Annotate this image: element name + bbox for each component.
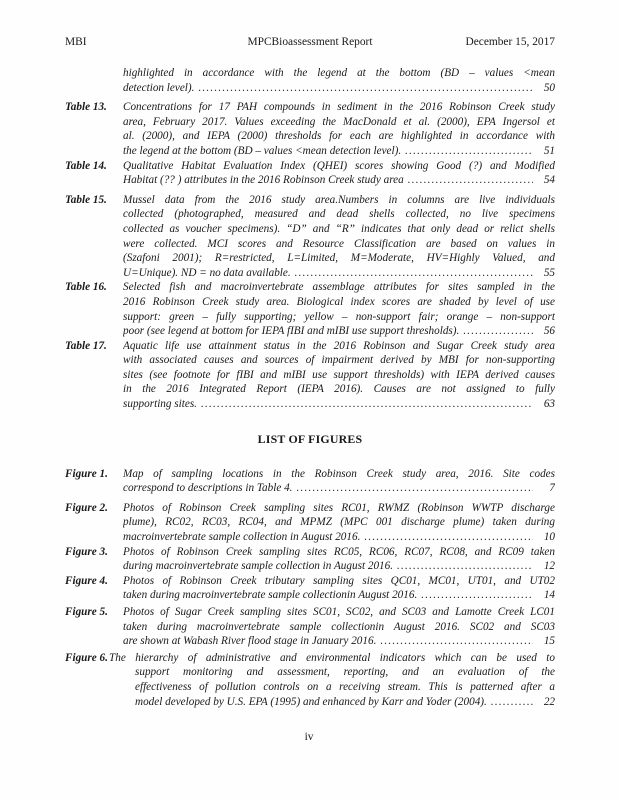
toc-entry-last-line — [123, 173, 555, 188]
toc-entry-page-number: 7 — [549, 482, 555, 495]
toc-entry-text: during macroinvertebrate sample collection in August 2016. — [123, 560, 394, 573]
toc-entry-text: detection level). — [123, 81, 195, 94]
toc-entry-page-number: 10 — [543, 531, 555, 544]
toc-entry-label: Figure 2. — [65, 501, 108, 514]
header-organization: MBI — [65, 36, 87, 48]
toc-entry-last-line — [123, 481, 555, 496]
toc-entry-text-line: Photos of Robinson Creek sampling sites RC01, RWMZ (Robinson WWTP discharge — [123, 501, 555, 514]
toc-entry-last-line — [123, 266, 555, 281]
header-date: December 15, 2017 — [465, 36, 555, 48]
toc-entry-label: Figure 3. — [65, 545, 108, 558]
toc-entry-label: Table 13. — [65, 101, 107, 114]
toc-entry-figure-4 — [65, 574, 555, 603]
toc-entry-text: correspond to descriptions in Table 4. — [123, 482, 293, 495]
dot-leader — [364, 530, 533, 545]
toc-entry-continuation — [65, 66, 555, 95]
toc-entry-label: Figure 6. — [65, 651, 108, 664]
toc-entry-figure-1 — [65, 467, 555, 496]
toc-entry-table-17 — [65, 339, 555, 412]
toc-entry-page-number: 12 — [543, 560, 555, 573]
dot-leader — [463, 324, 533, 339]
toc-entry-text-line: collected (photographed, measured and dead shells collected, no live specimens — [123, 208, 555, 221]
dot-leader — [198, 81, 533, 96]
dot-leader — [491, 695, 533, 710]
toc-entry-last-line — [123, 397, 555, 412]
toc-entry-text-line: support monitoring and assessment, reporting, and an evaluation of the — [135, 666, 555, 679]
toc-entry-figure-6 — [65, 651, 555, 709]
toc-entry-text-line: (Szafoni 2001); R=restricted, L=Limited, M=Moderate, HV=Highly Valued, and — [123, 252, 555, 265]
toc-entry-text-line: with associated causes and sources of impairment derived by MBI for non-supporting — [123, 354, 555, 367]
toc-entry-text-line: Photos of Sugar Creek sampling sites SC01, SC02, and SC03 and Lamotte Creek LC01 — [123, 606, 555, 618]
list-of-tables-continuation — [65, 66, 555, 412]
running-header — [65, 36, 555, 48]
toc-entry-page-number: 54 — [543, 174, 555, 187]
toc-entry-label: Table 16. — [65, 281, 107, 294]
toc-entry-last-line — [123, 634, 555, 649]
toc-entry-last-line — [65, 695, 555, 710]
toc-entry-text-line: plume), RC02, RC03, RC04, and MPMZ (MPC 001 discharge plume) taken during — [123, 516, 555, 529]
toc-entry-text: are shown at Wabash River flood stage in January 2016. — [123, 635, 377, 648]
toc-entry-text-line: were collected. MCI scores and Resource Classification are based on values in — [123, 237, 555, 250]
toc-entry-text-line: highlighted in accordance with the legend at the bottom (BD – values <mean — [123, 67, 555, 79]
dot-leader — [380, 634, 533, 649]
toc-entry-last-line — [123, 81, 555, 96]
toc-entry-table-15 — [65, 193, 555, 281]
page-number-footer: iv — [304, 731, 314, 743]
toc-entry-text-line: Map of sampling locations in the Robinson Creek study area, 2016. Site codes — [123, 467, 555, 480]
dot-leader — [296, 481, 533, 496]
toc-entry-text: supporting sites. — [123, 398, 197, 411]
toc-entry-label: Table 14. — [65, 159, 107, 172]
dot-leader — [408, 173, 533, 188]
toc-entry-text-line: effectiveness of pollution controls on a receiving stream. This is patterned after a — [135, 680, 555, 693]
dot-leader — [295, 266, 533, 281]
toc-entry-text-line: 2016 Robinson Creek study area. Biological index scores are shaded by level of use — [123, 295, 555, 308]
toc-entry-page-number: 55 — [543, 266, 555, 279]
toc-entry-text-line: sites (see footnote for fIBI and mIBI use support thresholds) with IEPA derived causes — [123, 368, 555, 381]
toc-entry-text-line: in the 2016 Integrated Report (IEPA 2016). Causes are not assigned to fully — [123, 383, 555, 396]
toc-entry-text-line: Concentrations for 17 PAH compounds in sediment in the 2016 Robinson Creek study — [123, 101, 555, 114]
toc-content — [65, 66, 555, 709]
toc-entry-table-14 — [65, 159, 555, 188]
toc-entry-page-number: 63 — [543, 398, 555, 411]
toc-entry-last-line — [123, 530, 555, 545]
header-report-title: MPCBioassessment Report — [247, 36, 373, 48]
toc-entry-last-line — [123, 559, 555, 574]
toc-entry-page-number: 50 — [543, 81, 555, 94]
list-of-figures — [65, 467, 555, 710]
toc-entry-text-line: Qualitative Habitat Evaluation Index (QHEI) scores showing Good (?) and Modified — [123, 159, 555, 172]
toc-entry-text: the legend at the bottom (BD – values <mean detection level). — [123, 144, 402, 157]
toc-entry-text-line: al. (2000), and IEPA (2000) thresholds for each are highlighted in accordance with — [123, 130, 555, 143]
dot-leader — [421, 588, 533, 603]
toc-entry-table-13 — [65, 100, 555, 158]
toc-entry-text: macroinvertebrate sample collection in August 2016. — [123, 531, 361, 544]
toc-entry-text: U=Unique). ND = no data available. — [123, 266, 291, 279]
toc-entry-text-line: Photos of Robinson Creek sampling sites RC05, RC06, RC07, RC08, and RC09 taken — [123, 545, 555, 558]
toc-entry-text: Habitat (?? ) attributes in the 2016 Robinson Creek study area — [123, 174, 404, 187]
toc-entry-text-line: area, February 2017. Values exceeding the MacDonald et al. (2000), EPA Ingersol et — [123, 115, 555, 128]
toc-entry-label: Figure 4. — [65, 574, 108, 587]
toc-entry-page-number: 22 — [543, 695, 555, 708]
toc-entry-text-line: Aquatic life use attainment status in the 2016 Robinson and Sugar Creek study area — [123, 339, 555, 352]
toc-entry-label: Figure 1. — [65, 467, 108, 480]
toc-entry-text: taken during macroinvertebrate sample collectionin August 2016. — [123, 589, 418, 602]
toc-entry-text-line: taken during macroinvertebrate sample collectionin August 2016. SC02 and SC03 — [123, 620, 555, 633]
toc-entry-figure-2 — [65, 501, 555, 545]
toc-entry-text-line: support: green – fully supporting; yellow – non-support fair; orange – non-support — [123, 310, 555, 323]
toc-entry-last-line — [123, 144, 555, 159]
toc-entry-label: Figure 5. — [65, 606, 108, 618]
toc-entry-text: poor (see legend at bottom for IEPA fIBI and mIBI use support thresholds). — [123, 325, 460, 338]
toc-entry-page-number: 14 — [543, 589, 555, 602]
toc-entry-label: Table 15. — [65, 193, 107, 206]
toc-entry-page-number: 51 — [543, 144, 555, 157]
toc-entry-figure-3 — [65, 545, 555, 574]
dot-leader — [405, 144, 533, 159]
dot-leader — [397, 559, 533, 574]
toc-entry-text-line: Photos of Robinson Creek tributary sampling sites QC01, MC01, UT01, and UT02 — [123, 574, 555, 587]
toc-entry-text-line: Mussel data from the 2016 study area.Numbers in columns are live individuals — [123, 193, 555, 206]
toc-entry-page-number: 56 — [543, 325, 555, 338]
dot-leader — [201, 397, 533, 412]
list-of-figures-heading: LIST OF FIGURES — [257, 431, 363, 446]
toc-entry-label: Table 17. — [65, 339, 107, 352]
toc-entry-text-line: The hierarchy of administrative and environmental indicators which can be used to — [109, 651, 555, 664]
toc-entry-table-16 — [65, 280, 555, 338]
toc-entry-text-line: Selected fish and macroinvertebrate assemblage attributes for sites sampled in the — [123, 281, 555, 294]
toc-entry-figure-5 — [65, 605, 555, 649]
toc-entry-page-number: 15 — [543, 635, 555, 648]
toc-entry-text-line: collected as voucher specimens). “D” and “R” indicates that only dead or relict shells — [123, 222, 555, 235]
toc-entry-last-line — [123, 588, 555, 603]
toc-entry-text: model developed by U.S. EPA (1995) and enhanced by Karr and Yoder (2004). — [135, 695, 487, 708]
toc-entry-last-line — [123, 324, 555, 339]
